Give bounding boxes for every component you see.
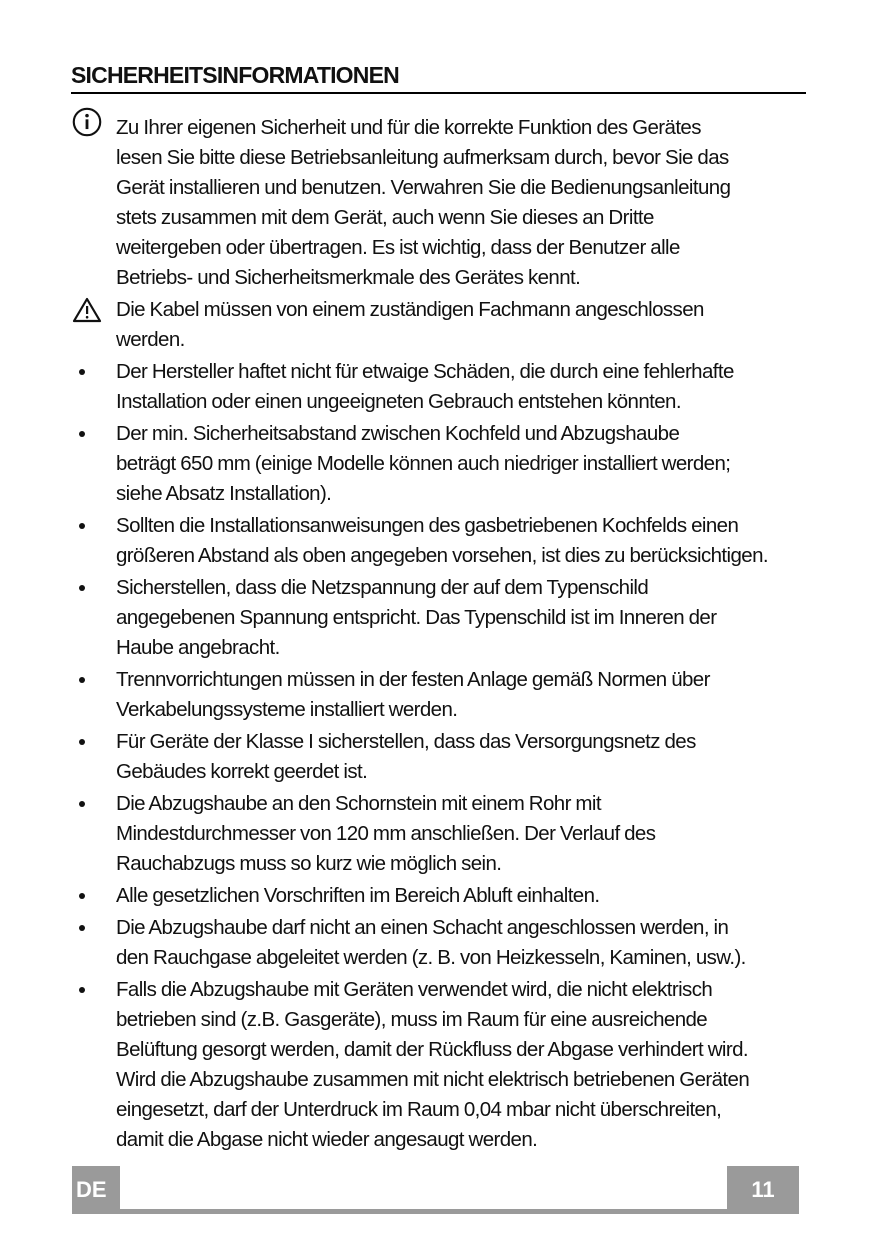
warning-icon	[72, 295, 102, 325]
bullet-icon	[72, 665, 102, 695]
bullet-icon	[72, 789, 102, 819]
safety-item	[116, 975, 821, 1155]
bullet-icon	[72, 913, 102, 943]
title-underline	[71, 92, 806, 94]
item-text-line: werden.	[116, 328, 185, 351]
item-text-line: Sicherstellen, dass die Netzspannung der auf dem Typenschild	[116, 576, 649, 599]
page-title: SICHERHEITSINFORMATIONEN	[71, 62, 399, 88]
item-text-line: Trennvorrichtungen müssen in der festen Anlage gemäß Normen über	[116, 668, 710, 691]
safety-item	[116, 881, 821, 911]
item-text-line: damit die Abgase nicht wieder angesaugt werden.	[116, 1128, 538, 1151]
item-text-line: Installation oder einen ungeeigneten Gebrauch entstehen könnten.	[116, 390, 681, 413]
bullet-icon	[72, 727, 102, 757]
bullet-icon	[72, 573, 102, 603]
item-text-line: weitergeben oder übertragen. Es ist wichtig, dass der Benutzer alle	[116, 236, 680, 259]
item-text-line: Wird die Abzugshaube zusammen mit nicht elektrisch betriebenen Geräten	[116, 1068, 750, 1091]
item-text-line: größeren Abstand als oben angegeben vorsehen, ist dies zu berücksichtigen.	[116, 544, 768, 567]
info-icon	[72, 107, 102, 137]
safety-item	[116, 727, 821, 787]
bullet-icon	[72, 881, 102, 911]
safety-item	[116, 573, 821, 663]
item-text-line: siehe Absatz Installation).	[116, 482, 332, 505]
safety-item	[116, 419, 821, 509]
item-text-line: betrieben sind (z.B. Gasgeräte), muss im Raum für eine ausreichende	[116, 1008, 708, 1031]
item-text-line: Für Geräte der Klasse I sicherstellen, dass das Versorgungsnetz des	[116, 730, 696, 753]
item-text-line: Der min. Sicherheitsabstand zwischen Kochfeld und Abzugshaube	[116, 422, 680, 445]
safety-item	[116, 665, 821, 725]
bullet-icon	[72, 975, 102, 1005]
bullet-icon	[72, 357, 102, 387]
item-text-line: Gebäudes korrekt geerdet ist.	[116, 760, 368, 783]
item-text-line: Rauchabzugs muss so kurz wie möglich sein.	[116, 852, 502, 875]
item-text-line: eingesetzt, darf der Unterdruck im Raum 0,04 mbar nicht überschreiten,	[116, 1098, 722, 1121]
page-number: 11	[727, 1166, 799, 1214]
item-text-line: Sollten die Installationsanweisungen des gasbetriebenen Kochfelds einen	[116, 514, 739, 537]
bullet-icon	[72, 419, 102, 449]
item-text-line: Alle gesetzlichen Vorschriften im Bereich Abluft einhalten.	[116, 884, 600, 907]
safety-item	[116, 913, 821, 973]
item-text-line: beträgt 650 mm (einige Modelle können auch niedriger installiert werden;	[116, 452, 731, 475]
item-text-line: Falls die Abzugshaube mit Geräten verwendet wird, die nicht elektrisch	[116, 978, 713, 1001]
item-text-line: Der Hersteller haftet nicht für etwaige Schäden, die durch eine fehlerhafte	[116, 360, 734, 383]
item-text-line: lesen Sie bitte diese Betriebsanleitung aufmerksam durch, bevor Sie das	[116, 146, 729, 169]
item-text-line: stets zusammen mit dem Gerät, auch wenn Sie dieses an Dritte	[116, 206, 654, 229]
page-footer	[72, 1166, 799, 1214]
item-text-line: den Rauchgase abgeleitet werden (z. B. von Heizkesseln, Kaminen, usw.).	[116, 946, 746, 969]
item-text-line: Verkabelungssysteme installiert werden.	[116, 698, 458, 721]
language-tab: DE	[72, 1166, 120, 1214]
safety-item	[116, 511, 821, 571]
item-text-line: Mindestdurchmesser von 120 mm anschließen. Der Verlauf des	[116, 822, 656, 845]
item-text-line: Die Abzugshaube an den Schornstein mit einem Rohr mit	[116, 792, 601, 815]
footer-bar	[72, 1209, 799, 1214]
item-text-line: Gerät installieren und benutzen. Verwahren Sie die Bedienungsanleitung	[116, 176, 731, 199]
item-text-line: Die Abzugshaube darf nicht an einen Schacht angeschlossen werden, in	[116, 916, 729, 939]
item-text-line: Haube angebracht.	[116, 636, 280, 659]
item-text-line: Betriebs- und Sicherheitsmerkmale des Gerätes kennt.	[116, 266, 581, 289]
item-text-line: Belüftung gesorgt werden, damit der Rückfluss der Abgase verhindert wird.	[116, 1038, 748, 1061]
safety-item	[116, 357, 821, 417]
safety-item	[116, 113, 821, 293]
item-text-line: Zu Ihrer eigenen Sicherheit und für die korrekte Funktion des Gerätes	[116, 116, 701, 139]
item-text-line: Die Kabel müssen von einem zuständigen Fachmann angeschlossen	[116, 298, 704, 321]
safety-item	[116, 789, 821, 879]
safety-item	[116, 295, 821, 355]
item-text-line: angegebenen Spannung entspricht. Das Typenschild ist im Inneren der	[116, 606, 717, 629]
bullet-icon	[72, 511, 102, 541]
